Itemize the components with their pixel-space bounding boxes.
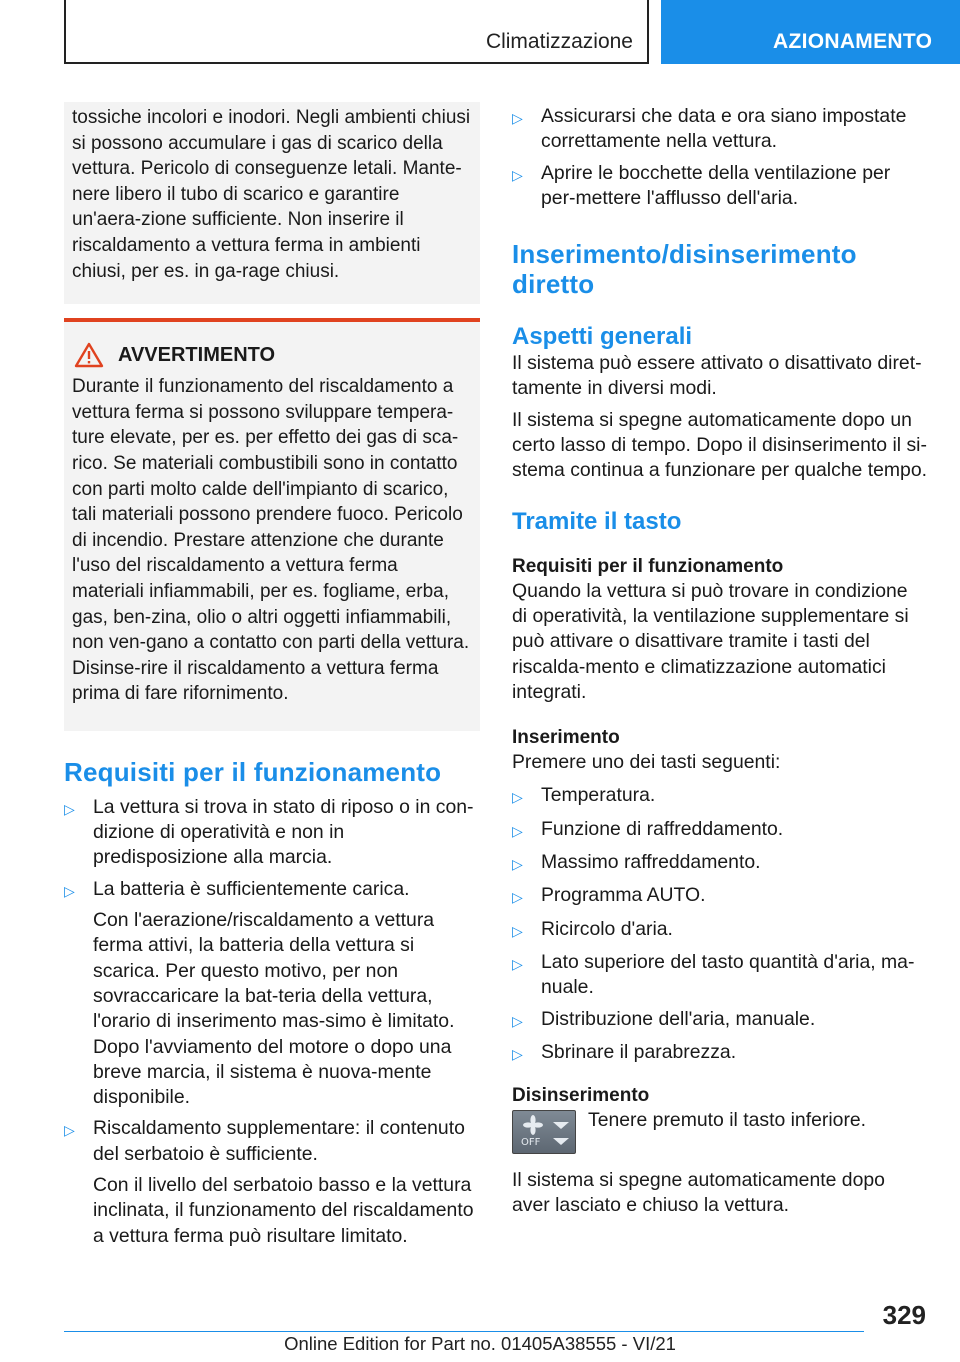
triangle-bullet-icon: ▷ xyxy=(512,110,523,126)
list-item xyxy=(512,950,928,1001)
triangle-bullet-icon: ▷ xyxy=(512,889,523,906)
fan-off-button-icon xyxy=(512,1110,576,1154)
list-item xyxy=(512,161,928,212)
disinserimento-heading: Disinserimento xyxy=(512,1085,650,1107)
warning-header xyxy=(72,342,472,368)
list-item-text: Programma AUTO. xyxy=(541,884,706,907)
header-section-tab xyxy=(64,0,649,64)
triangle-bullet-icon: ▷ xyxy=(512,1012,523,1029)
footer-edition: Online Edition for Part no. 01405A38555 - VI/21 xyxy=(284,1333,676,1354)
tasto-req-heading: Requisiti per il funzionamento xyxy=(512,555,784,577)
header-chapter-tab xyxy=(661,0,960,64)
aspetti-p2: Il sistema si spegne automaticamente dopo un certo lasso di tempo. Dopo il disinserimento il si-stema continua a funzionare per qualche tempo. xyxy=(512,408,928,482)
page-number: 329 xyxy=(882,1300,926,1330)
list-item-text: Riscaldamento supplementare: il contenuto del serbatoio è sufficiente. xyxy=(93,1117,465,1165)
footer-rule xyxy=(64,1331,864,1332)
aspetti-heading: Aspetti generali xyxy=(512,323,693,351)
list-item-text: Sbrinare il parabrezza. xyxy=(541,1040,737,1063)
triangle-bullet-icon: ▷ xyxy=(512,1045,523,1062)
triangle-bullet-icon: ▷ xyxy=(512,856,523,873)
continued-warning-text: tossiche incolori e inodori. Negli ambienti chiusi si possono accumulare i gas di scarico della vettura. Pericolo di conseguenze letali. Mante-nere libero il tubo di scarico e garantire un'aera-zione sufficiente. Non inserire il riscaldamento a vettura ferma in ambienti chiusi, per es. in ga-rage chiusi. xyxy=(72,107,471,282)
list-item xyxy=(512,1040,928,1067)
warning-box xyxy=(64,318,480,731)
list-item-note: Con l'aerazione/riscaldamento a vettura ferma attivi, la batteria della vettura si scarica. Per questo motivo, per non sovraccaricare la bat-teria della vettura, l'orario di inserimento mas-simo è limitato. Dopo l'avviamento del motore o dopo una breve marcia, il sistema è nuova-mente disponibile. xyxy=(93,909,455,1109)
triangle-bullet-icon: ▷ xyxy=(64,882,75,899)
list-item xyxy=(512,817,928,844)
list-item-text: Massimo raffreddamento. xyxy=(541,851,761,874)
prerequisite-list xyxy=(512,104,928,211)
warning-triangle-icon xyxy=(74,342,104,368)
requisiti-list xyxy=(64,795,480,1249)
right-column xyxy=(512,102,928,1219)
triangle-bullet-icon: ▷ xyxy=(512,922,523,939)
triangle-bullet-icon: ▷ xyxy=(64,1122,75,1139)
inserimento-heading: Inserimento xyxy=(512,727,620,749)
left-column xyxy=(64,102,480,1255)
list-item-text: Lato superiore del tasto quantità d'aria, ma-nuale. xyxy=(541,950,915,999)
list-item xyxy=(512,883,928,910)
list-item xyxy=(64,877,480,1111)
list-item-text: Aprire le bocchette della ventilazione per per-mettere l'afflusso dell'aria. xyxy=(541,161,891,209)
list-item-text: Funzione di raffreddamento. xyxy=(541,817,784,840)
list-item xyxy=(512,917,928,944)
button-off-label: OFF xyxy=(521,1137,541,1149)
triangle-bullet-icon: ▷ xyxy=(512,166,523,183)
tasto-heading: Tramite il tasto xyxy=(512,507,682,535)
section-title: Climatizzazione xyxy=(485,30,633,53)
warning-title: AVVERTIMENTO xyxy=(118,343,276,366)
list-item-text: La vettura si trova in stato di riposo o in con-dizione di operatività e non in predisposizione alla marcia. xyxy=(93,795,474,869)
list-item xyxy=(512,1007,928,1034)
list-item xyxy=(64,1116,480,1248)
disinserimento-row xyxy=(512,1108,928,1154)
triangle-bullet-icon: ▷ xyxy=(512,822,523,839)
list-item-text: Assicurarsi che data e ora siano impostate correttamente nella vettura. xyxy=(541,105,907,153)
list-item-note: Con il livello del serbatoio basso e la vettura inclinata, il funzionamento del riscaldamento a vettura ferma può risultare limitato. xyxy=(93,1174,474,1247)
requisiti-heading: Requisiti per il funzionamento xyxy=(64,756,442,787)
inserimento-text: Premere uno dei tasti seguenti: xyxy=(512,751,781,774)
list-item-text: Temperatura. xyxy=(541,784,656,807)
list-item xyxy=(512,104,928,155)
list-item-text: Distribuzione dell'aria, manuale. xyxy=(541,1007,816,1030)
list-item xyxy=(512,850,928,877)
list-item-text: La batteria è sufficientemente carica. xyxy=(93,877,410,900)
list-item xyxy=(512,783,928,810)
triangle-bullet-icon: ▷ xyxy=(64,800,75,817)
disinserimento-text: Tenere premuto il tasto inferiore. xyxy=(588,1109,867,1132)
inserimento-list xyxy=(512,783,928,1067)
tasto-req-text: Quando la vettura si può trovare in condizione di operatività, la ventilazione supplementare si può attivare o disattivare tramite i tasti del riscalda-mento e climatizzazione automatici integrati. xyxy=(512,579,909,703)
final-text: Il sistema si spegne automaticamente dopo aver lasciato e chiuso la vettura. xyxy=(512,1169,885,1217)
aspetti-p1: Il sistema può essere attivato o disattivato diret-tamente in diversi modi. xyxy=(512,352,922,400)
list-item-text: Ricircolo d'aria. xyxy=(541,917,673,940)
list-item xyxy=(64,795,480,871)
continued-warning-box xyxy=(64,102,480,304)
chapter-title: AZIONAMENTO xyxy=(773,30,933,53)
main-heading: Inserimento/disinserimento diretto xyxy=(512,239,857,300)
triangle-bullet-icon: ▷ xyxy=(512,789,523,806)
warning-text: Durante il funzionamento del riscaldamento a vettura ferma si possono sviluppare tempera-ture elevate, per es. per effetto dei gas di sca-rico. Se materiali combustibili sono in contatto con parti molto calde dell'impianto di scarico, tali materiali possono prendere fuoco. Pericolo di incendio. Prestare attenzione che durante l'uso del riscaldamento a vettura ferma materiali infiammabili, per es. fogliame, erba, gas, ben-zina, olio o altri oggetti infiammabili, non ven-gano a contatto con parti della vettura. Disinse-rire il riscaldamento a vettura ferma prima di fare rifornimento. xyxy=(72,376,470,705)
triangle-bullet-icon: ▷ xyxy=(512,955,523,972)
